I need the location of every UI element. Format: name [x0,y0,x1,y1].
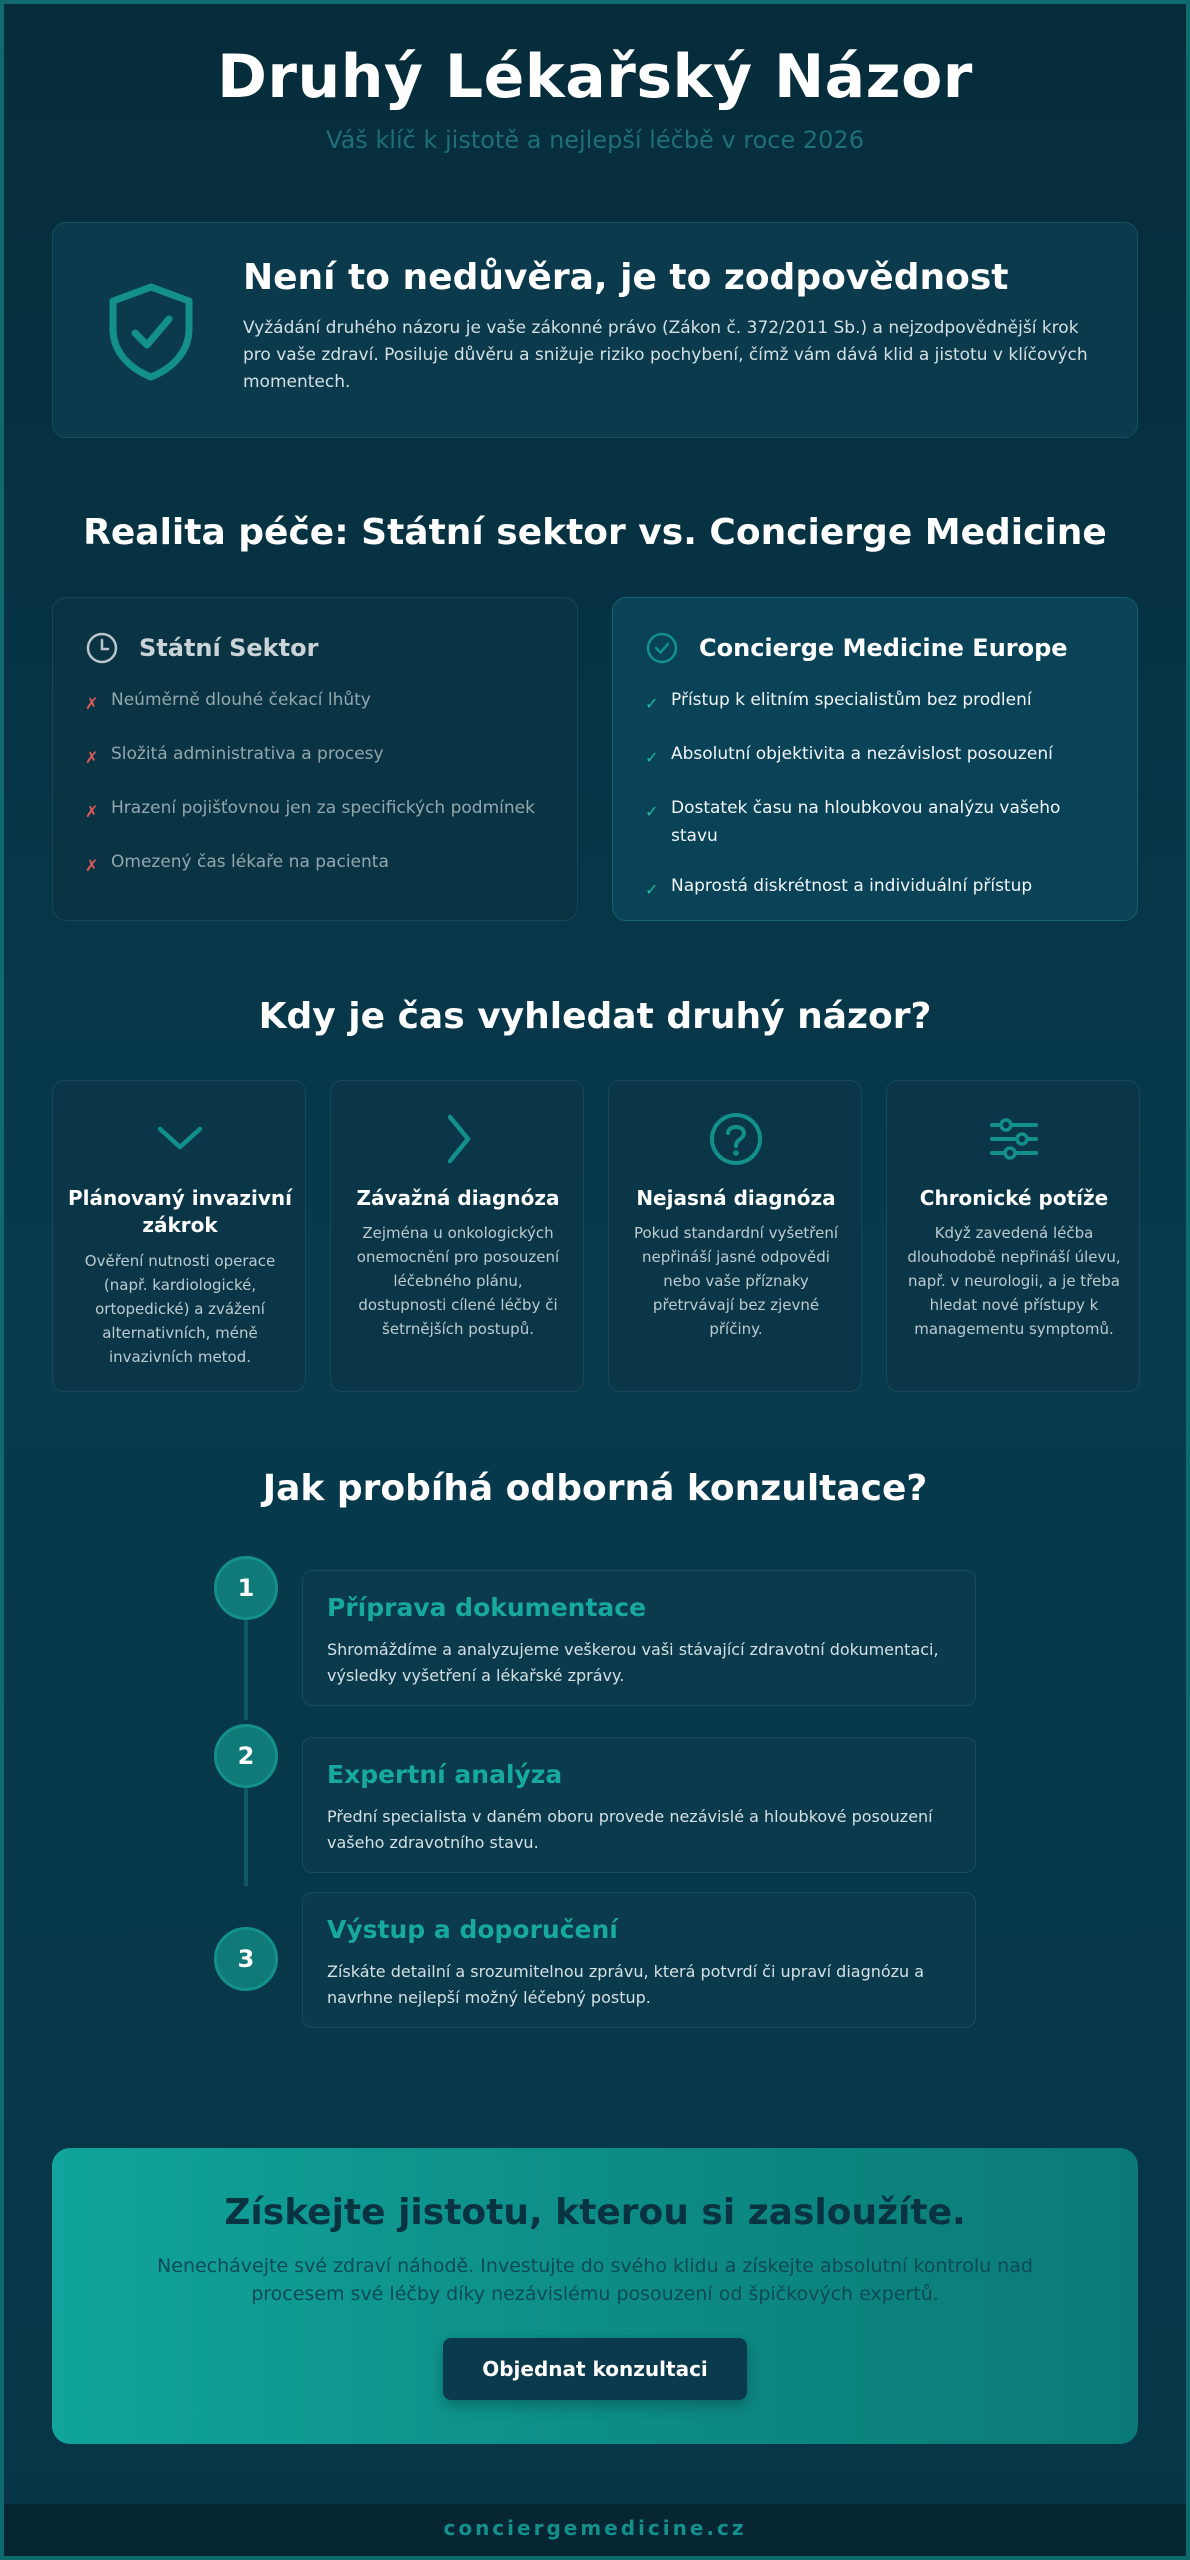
step-title: Expertní analýza [327,1760,563,1789]
check-icon: ✓ [645,880,659,899]
state-sector-card [52,597,578,921]
state-sector-heading: Státní Sektor [139,634,319,662]
intro-card [52,222,1138,438]
list-item-text: Omezený čas lékaře na pacienta [111,852,389,872]
list-item [645,740,1105,772]
list-item-text: Neúměrně dlouhé čekací lhůty [111,690,371,710]
shield-check-icon [103,281,199,381]
cta-panel [52,2148,1138,2444]
footer [4,2504,1186,2556]
book-consultation-button[interactable]: Objednat konzultaci [443,2338,747,2400]
process-title: Jak probíhá odborná konzultace? [262,1468,928,1509]
list-item [85,740,545,772]
intro-title: Není to nedůvěra, je to zodpovědnost [243,257,1009,298]
when-title: Kdy je čas vyhledat druhý názor? [258,996,932,1037]
step-card [302,1892,976,2028]
step-number-badge: 1 [214,1556,278,1620]
step-title: Příprava dokumentace [327,1593,647,1622]
list-item-text: Absolutní objektivita a nezávislost posouzení [671,744,1053,764]
cross-icon: ✗ [85,802,99,821]
clock-icon [85,631,119,665]
list-item-text: Hrazení pojišťovnou jen za specifických podmínek [111,798,535,818]
page-title: Druhý Lékařský Názor [217,42,973,112]
check-icon: ✓ [645,694,659,713]
step-card [302,1570,976,1706]
concierge-header [645,630,1068,666]
when-card-text: Pokud standardní vyšetření nepřináší jasné odpovědi nebo vaše příznaky přetrvávají bez zjevné příčiny. [633,1224,839,1338]
step-text: Přední specialista v daném oboru provede nezávislé a hloubkové posouzení vašeho zdravotního stavu. [327,1807,933,1852]
list-item-text: Složitá administrativa a procesy [111,744,384,764]
question-circle-icon [708,1111,764,1167]
step-card [302,1737,976,1873]
cta-title: Získejte jistotu, kterou si zasloužíte. [224,2192,966,2233]
chevron-right-icon [430,1111,486,1167]
list-item [645,686,1105,718]
concierge-card [612,597,1138,921]
cross-icon: ✗ [85,694,99,713]
list-item-text: Dostatek času na hloubkovou analýzu vašeho stavu [671,798,1061,846]
step-text: Získáte detailní a srozumitelnou zprávu, která potvrdí či upraví diagnózu a navrhne nejlepší možný léčebný postup. [327,1962,925,2007]
check-icon: ✓ [645,748,659,767]
sliders-icon [986,1111,1042,1167]
list-item [85,686,545,718]
list-item [645,794,1105,850]
when-card-text: Když zavedená léčba dlouhodobě nepřináší úlevu, např. v neurologii, a je třeba hledat nové přístupy k managementu symptomů. [907,1224,1121,1338]
when-card-unclear-diagnosis [608,1080,862,1392]
state-sector-header [85,630,318,666]
list-item [85,794,545,826]
list-item [85,848,545,880]
when-card-chronic-issues [886,1080,1140,1392]
when-card-text: Ověření nutnosti operace (např. kardiologické, ortopedické) a zvážení alternativních, méně invazivních metod. [84,1252,276,1366]
check-icon: ✓ [645,802,659,821]
check-circle-icon [645,631,679,665]
list-item-text: Přístup k elitním specialistům bez prodlení [671,690,1032,710]
state-sector-list [85,686,545,902]
when-card-title: Nejasná diagnóza [636,1186,836,1210]
page-subtitle: Váš klíč k jistotě a nejlepší léčbě v roce 2026 [326,126,864,154]
list-item [645,872,1105,904]
footer-website-link[interactable]: conciergemedicine.cz [443,2516,747,2540]
when-card-title: Plánovaný invazivní zákrok [67,1186,292,1237]
step-text: Shromáždíme a analyzujeme veškerou vaši stávající zdravotní dokumentaci, výsledky vyšetření a lékařské zprávy. [327,1640,939,1685]
intro-text: Vyžádání druhého názoru je vaše zákonné právo (Zákon č. 372/2011 Sb.) a nejzodpovědnější krok pro vaše zdraví. Posiluje důvěru a snižuje riziko pochybení, čímž vám dává klid a jistotu v klíčových momentech. [243,318,1088,392]
cross-icon: ✗ [85,748,99,767]
step-connector [244,1788,248,1886]
cta-text: Nenechávejte své zdraví náhodě. Investujte do svého klidu a získejte absolutní kontrolu nad procesem své léčby díky nezávislému posouzení od špičkových expertů. [157,2255,1033,2305]
chevron-down-icon [152,1111,208,1167]
when-card-planned-procedure [52,1080,306,1392]
list-item-text: Naprostá diskrétnost a individuální přístup [671,876,1033,896]
when-card-serious-diagnosis [330,1080,584,1392]
when-card-title: Závažná diagnóza [356,1186,560,1210]
comparison-title: Realita péče: Státní sektor vs. Concierge Medicine [83,512,1107,553]
step-connector [244,1620,248,1720]
cross-icon: ✗ [85,856,99,875]
step-number-badge: 3 [214,1927,278,1991]
step-title: Výstup a doporučení [327,1915,618,1944]
concierge-heading: Concierge Medicine Europe [699,634,1068,662]
when-card-title: Chronické potíže [919,1186,1109,1210]
when-card-text: Zejména u onkologických onemocnění pro posouzení léčebného plánu, dostupnosti cílené léčby či šetrnějších postupů. [356,1224,560,1338]
step-number-badge: 2 [214,1724,278,1788]
concierge-list [645,686,1105,926]
